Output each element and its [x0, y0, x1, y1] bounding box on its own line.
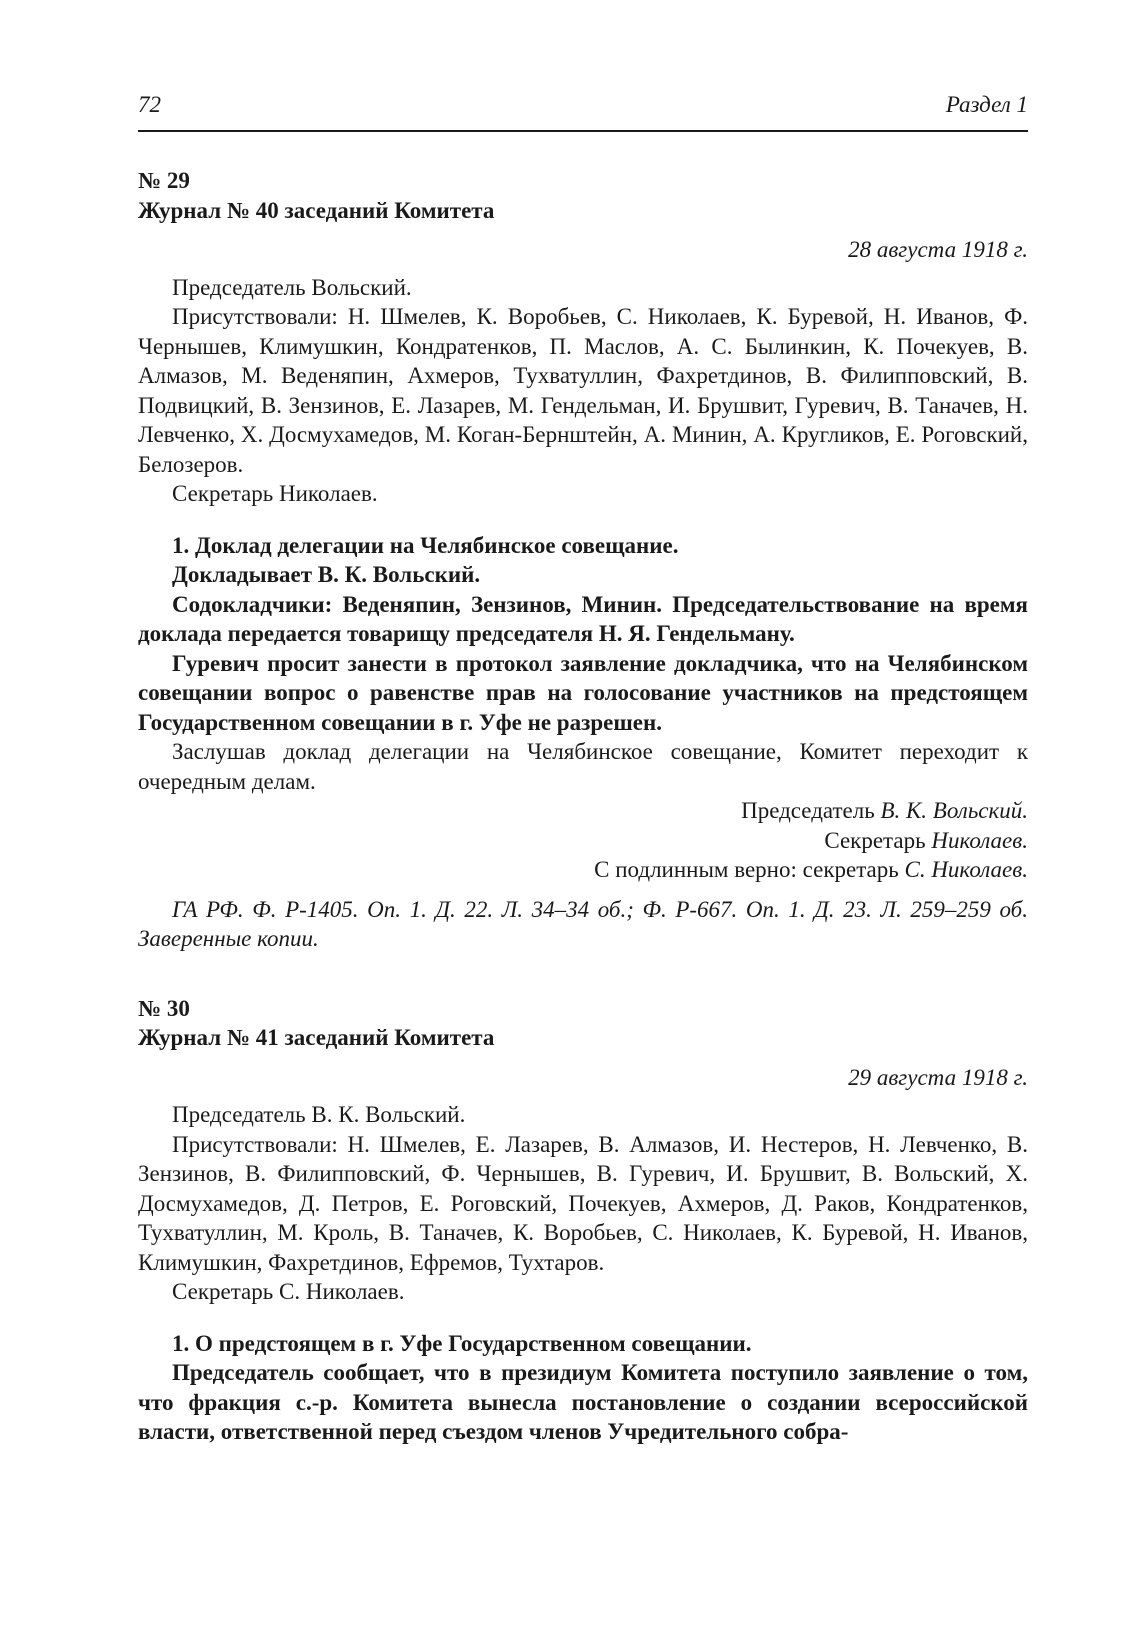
- doc30-date: 29 августа 1918 г.: [848, 1064, 1028, 1090]
- running-header: [138, 92, 1028, 124]
- doc29-date: 28 августа 1918 г.: [848, 237, 1028, 262]
- sig-chair-name: В. К. Вольский.: [880, 798, 1028, 823]
- doc29-item1-coreporters: Содокладчики: Веденяпин, Зензинов, Минин. Председательствование на время доклада передается товарищу председателя Н. Я. Гендельману.: [138, 591, 1028, 646]
- doc29-sig-secretary: [138, 826, 1028, 856]
- sig-secretary-label: Секретарь: [824, 827, 926, 853]
- doc29-item1-resolution: Заслушав доклад делегации на Челябинское совещание, Комитет переходит к очередным делам.: [138, 739, 1028, 794]
- doc30-item1-title: 1. О предстоящем в г. Уфе Государственном совещании.: [172, 1330, 752, 1356]
- doc30-number: № 30: [138, 995, 190, 1021]
- doc30-title: Журнал № 41 заседаний Комитета: [138, 1025, 495, 1050]
- sig-copy-label: С подлинным верно: секретарь: [594, 857, 899, 882]
- sig-secretary-name: Николаев.: [931, 827, 1028, 853]
- doc29-number: № 29: [138, 168, 190, 193]
- doc29-item1-title: 1. Доклад делегации на Челябинское совещание.: [172, 532, 679, 558]
- document-body: [138, 166, 1028, 1447]
- doc29-secretary: Секретарь Николаев.: [172, 481, 378, 506]
- header-rule: [138, 130, 1028, 132]
- doc29-sig-chair: [138, 796, 1028, 826]
- page-number: 72: [138, 92, 161, 117]
- doc29-title: Журнал № 40 заседаний Комитета: [138, 197, 495, 223]
- doc30-secretary: Секретарь С. Николаев.: [172, 1279, 405, 1304]
- doc29-item1-reporter: Докладывает В. К. Вольский.: [172, 562, 481, 587]
- doc29-item1-gurevich: Гуревич просит занести в протокол заявление докладчика, что на Челябинском совещании вопрос о равенстве прав на голосование участников на предстоящем Государственном совещании в г. Уфе не разрешен.: [138, 650, 1028, 735]
- sig-copy-name: С. Николаев.: [904, 857, 1028, 882]
- doc29-sig-copy: [138, 855, 1028, 885]
- doc30-present: Присутствовали: Н. Шмелев, Е. Лазарев, В. Алмазов, И. Нестеров, Н. Левченко, В. Зензинов, В. Филипповский, Ф. Чернышев, В. Гуревич, И. Брушвит, В. Вольский, Х. Досмухамедов, Д. Петров, Е. Роговский, Почекуев, Ахмеров, Д. Раков, Кондратенков, Тухватуллин, М. Кроль, В. Таначев, К. Воробьев, С. Николаев, К. Буревой, Н. Иванов, Климушкин, Фахретдинов, Ефремов, Тухтаров.: [138, 1131, 1028, 1275]
- doc29-chair: Председатель Вольский.: [172, 274, 412, 300]
- sig-chair-label: Председатель: [741, 798, 875, 823]
- doc29-present: Присутствовали: Н. Шмелев, К. Воробьев, С. Николаев, К. Буревой, Н. Иванов, Ф. Чернышев, Климушкин, Кондратенков, П. Маслов, А. С. Былинкин, К. Почекуев, В. Алмазов, М. Веденяпин, Ахмеров, Тухватуллин, Фахретдинов, В. Филипповский, В. Подвицкий, В. Зензинов, Е. Лазарев, М. Гендельман, И. Брушвит, Гуревич, В. Таначев, Н. Левченко, Х. Досмухамедов, М. Коган-Бернштейн, А. Минин, А. Кругликов, Е. Роговский, Белозеров.: [138, 304, 1028, 477]
- doc29-archive-ref: ГА РФ. Ф. Р-1405. Оп. 1. Д. 22. Л. 34–34 об.; Ф. Р-667. Оп. 1. Д. 23. Л. 259–259 об. Заверенные копии.: [138, 896, 1028, 951]
- section-title: Раздел 1: [945, 92, 1028, 117]
- doc30-chair: Председатель В. К. Вольский.: [172, 1102, 466, 1127]
- doc30-item1-text: Председатель сообщает, что в президиум Комитета поступило заявление о том, что фракция с.-р. Комитета вынесла постановление о создании всероссийской власти, ответственной перед съездом членов Учредительного собра-: [138, 1360, 1028, 1444]
